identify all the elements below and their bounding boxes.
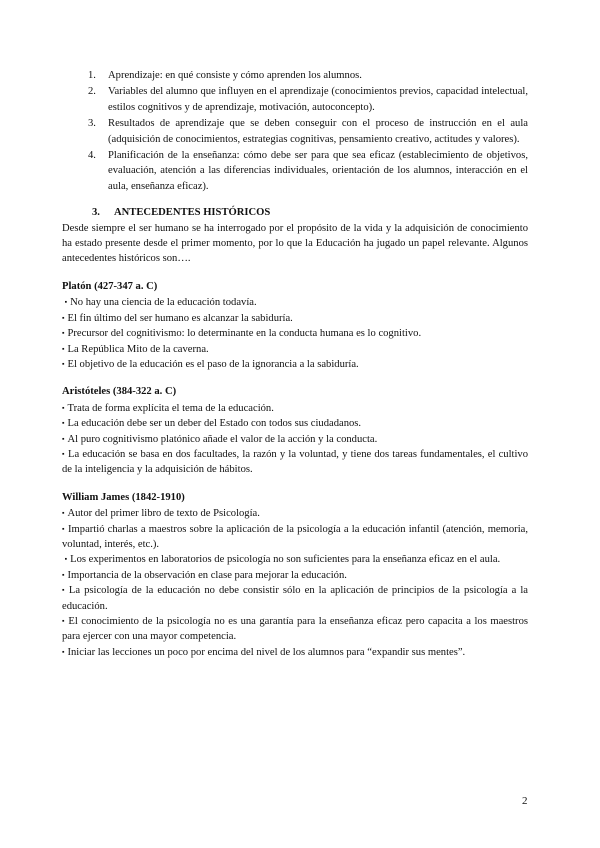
bullet-item: ▪ La psicología de la educación no debe consistir sólo en la aplicación de principios de la psicología a la educación. [62,585,529,612]
bullet-icon: ▪ [64,555,68,564]
block-aristoteles [62,384,528,477]
block-platon [62,279,528,372]
bullet-icon: ▪ [62,344,65,353]
bullet-item: ▪ La educación debe ser un deber del Estado con todos sus ciudadanos. [62,418,362,430]
list-item-text: Variables del alumno que influyen en el aprendizaje (conocimientos previos, capacidad intelectual, estilos cognitivos y de aprendizaje, motivación, autoconcepto). [108,86,528,113]
bullet-icon: ▪ [62,617,66,625]
bullet-item: ▪ Los experimentos en laboratorios de psicología no son suficientes para la enseñanza eficaz en el aula. [64,554,501,566]
bullet-item: ▪ Trata de forma explícita el tema de la educación. [62,402,274,414]
bullet-item: ▪ El objetivo de la educación es el paso de la ignorancia a la sabiduría. [62,358,359,370]
page-number: 2 [522,795,528,807]
block-title: Platón (427-347 a. C) [62,280,158,292]
bullet-item: ▪ El conocimiento de la psicología no es una garantía para la enseñanza eficaz pero capacita a los maestros para ejercer con una mayor competencia. [62,616,528,643]
bullet-icon: ▪ [64,298,68,307]
block-william-james [62,490,528,660]
bullet-icon: ▪ [62,524,66,533]
list-item: 4. Planificación de la enseñanza: cómo debe ser para que sea eficaz (establecimiento de objetivos, evaluación, atención a las diferencias individuales, orientación de los alumnos, interacción en el aula, enseñanza eficaz). [88,150,528,192]
bullet-icon: ▪ [62,434,65,443]
numbered-list [62,68,528,194]
list-item-text: Resultados de aprendizaje que se deben conseguir con el proceso de instrucción en el aula (adquisición de conocimientos, estrategias cognitivas, pensamiento creativo, actitudes y valores). [108,118,528,145]
block-title: William James (1842-1910) [62,491,185,503]
section-title: ANTECEDENTES HISTÓRICOS [114,207,271,219]
bullet-item: ▪ El fin último del ser humano es alcanzar la sabiduría. [62,312,293,324]
list-item: 3. Resultados de aprendizaje que se deben conseguir con el proceso de instrucción en el aula (adquisición de conocimientos, estrategias cognitivas, pensamiento creativo, actitudes y valores). [88,118,528,145]
bullet-icon: ▪ [62,586,66,595]
list-item: 2. Variables del alumno que influyen en el aprendizaje (conocimientos previos, capacidad intelectual, estilos cognitivos y de aprendizaje, motivación, autoconcepto). [88,86,528,113]
bullet-item: ▪ Al puro cognitivismo platónico añade el valor de la acción y la conducta. [62,433,378,445]
bullet-item: ▪ La República Mito de la caverna. [62,343,209,355]
bullet-item: ▪ Iniciar las lecciones un poco por encima del nivel de los alumnos para “expandir sus mentes”. [62,646,466,658]
bullet-item: ▪ Impartió charlas a maestros sobre la aplicación de la psicología a la educación infantil (atención, memoria, voluntad, interés, etc.). [62,523,528,550]
bullet-icon: ▪ [62,449,66,458]
bullet-icon: ▪ [62,509,65,518]
list-item: 1. Aprendizaje: en qué consiste y cómo aprenden los alumnos. [88,70,362,81]
bullet-icon: ▪ [62,329,65,338]
bullet-icon: ▪ [62,359,65,368]
section-intro: Desde siempre el ser humano se ha interrogado por el propósito de la vida y la adquisición de conocimiento ha estado presente desde el primer momento, por lo que la Educación ha jugado un papel relevante. Algunos antecedentes históricos son…. [62,222,528,265]
block-title: Aristóteles (384-322 a. C) [62,386,177,398]
bullet-icon: ▪ [62,313,65,322]
list-item-text: Planificación de la enseñanza: cómo debe ser para que sea eficaz (establecimiento de objetivos, evaluación, atención a las diferencias individuales, orientación de los alumnos, interacción en el aula, enseñanza eficaz). [108,150,528,192]
bullet-item: ▪ Precursor del cognitivismo: lo determinante en la conducta humana es lo cognitivo. [62,328,422,340]
bullet-icon: ▪ [62,419,65,428]
bullet-item: ▪ Importancia de la observación en clase para mejorar la educación. [62,569,347,581]
bullet-icon: ▪ [62,570,65,579]
section-number: 3. [92,207,100,219]
bullet-item: ▪ No hay una ciencia de la educación todavía. [64,297,257,309]
bullet-icon: ▪ [62,647,65,656]
section-heading [92,205,528,220]
page-content [62,68,528,660]
bullet-item: ▪ La educación se basa en dos facultades, la razón y la voluntad, y tiene dos tareas fundamentales, el cultivo de la inteligencia y la adquisición de hábitos. [62,448,529,476]
bullet-icon: ▪ [62,403,65,412]
list-item-text: Aprendizaje: en qué consiste y cómo aprenden los alumnos. [108,70,362,81]
bullet-item: ▪ Autor del primer libro de texto de Psicología. [62,508,260,520]
